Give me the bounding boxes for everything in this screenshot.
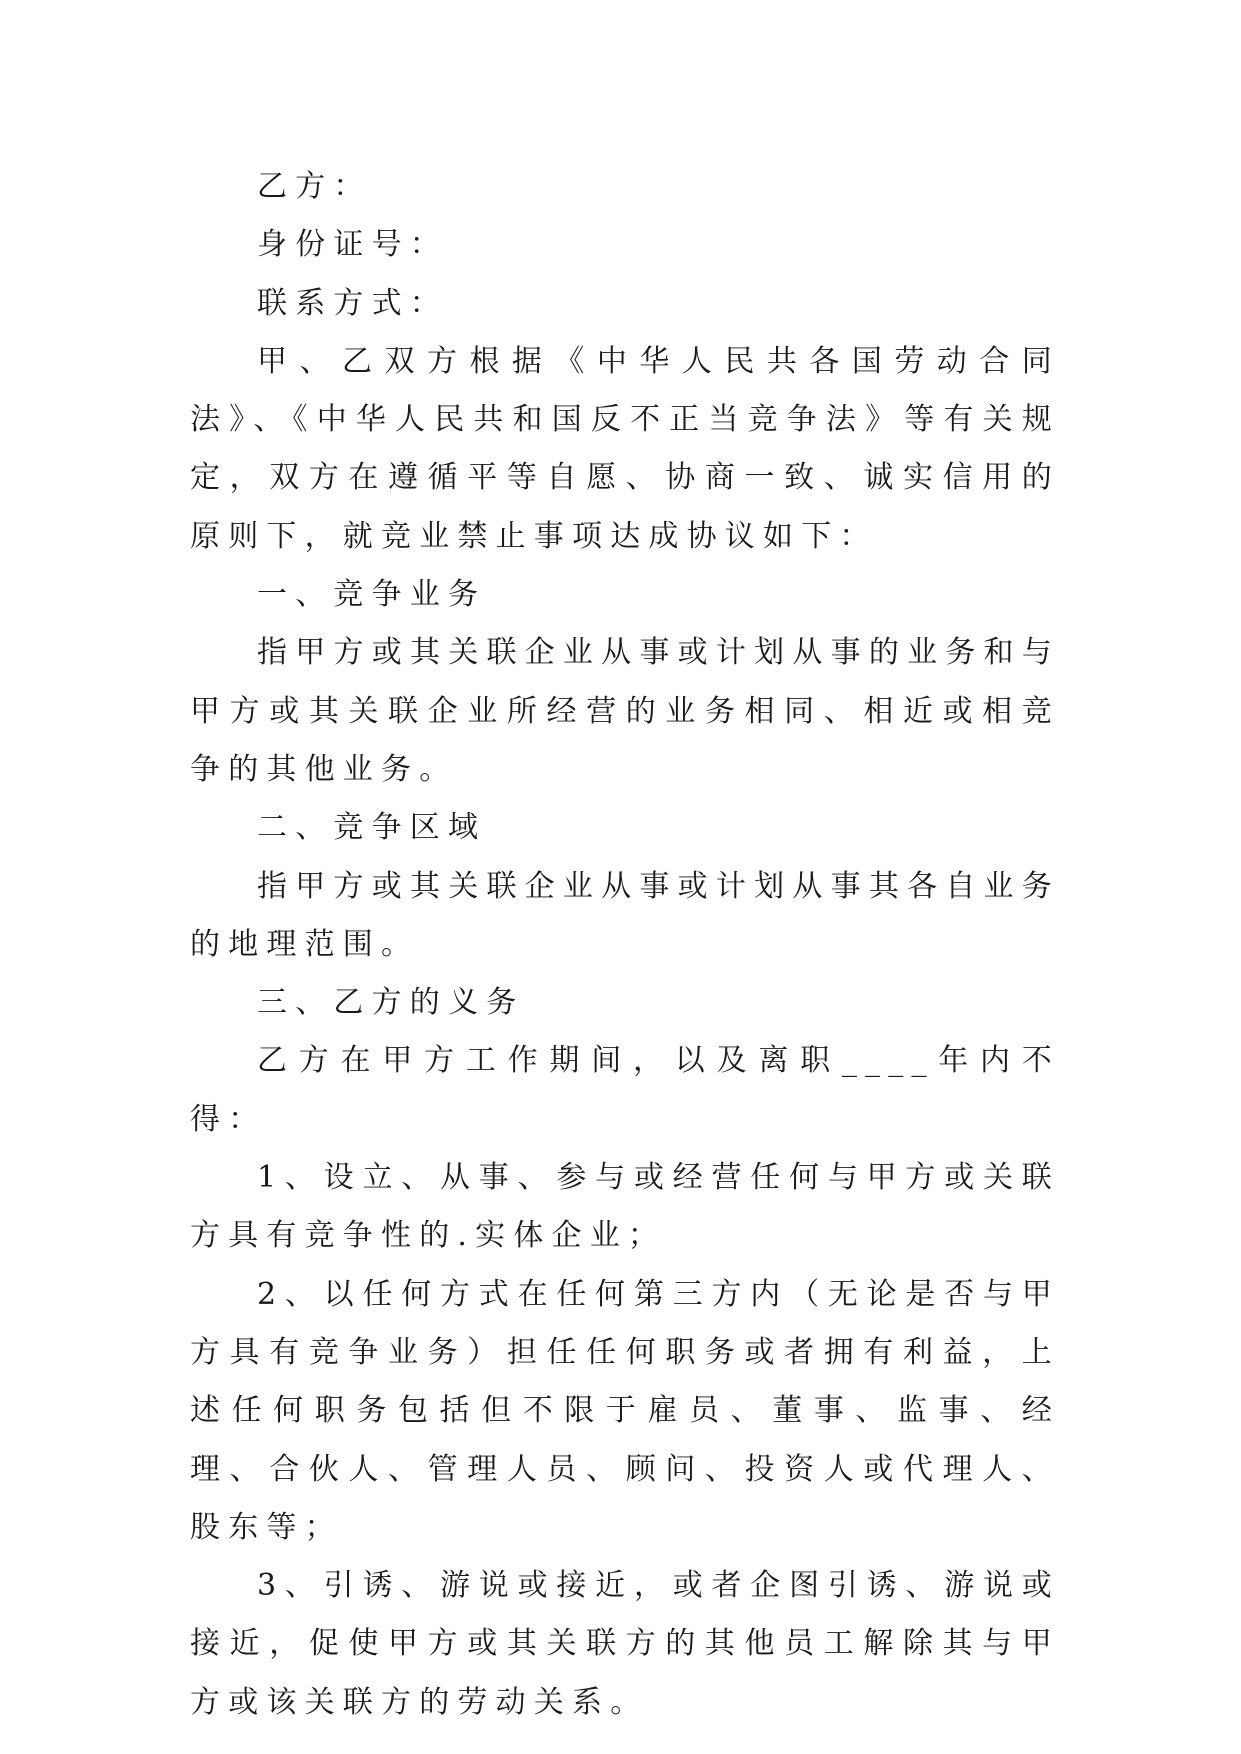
obligation-item-3: 3、引诱、游说或接近，或者企图引诱、游说或接近，促使甲方或其关联方的其他员工解除其与甲方或该关联方的劳动关系。 [190,1568,1060,1720]
contact-label: 联系方式： [257,285,448,321]
document-body [190,158,1060,1732]
obligation-item-1: 1、设立、从事、参与或经营任何与甲方或关联方具有竞争性的.实体企业； [190,1160,1060,1254]
party-b-label: 乙方： [257,169,372,204]
agreement-preamble: 甲、乙双方根据《中华人民共各国劳动合同法》、《中华人民共和国反不正当竞争法》等有关规定，双方在遵循平等自愿、协商一致、诚实信用的原则下，就竞业禁止事项达成协议如下： [190,343,1060,554]
section-3-intro: 乙方在甲方工作期间，以及离职____年内不得： [190,1043,1060,1137]
section-2-heading: 二、竞争区域 [257,810,487,846]
section-2-body: 指甲方或其关联企业从事或计划从事其各自业务的地理范围。 [190,868,1060,962]
obligation-item-2: 2、以任何方式在任何第三方内（无论是否与甲方具有竞争业务）担任任何职务或者拥有利益，上述任何职务包括但不限于雇员、董事、监事、经理、合伙人、管理人员、顾问、投资人或代理人、股东等； [190,1276,1060,1545]
section-1-heading: 一、竞争业务 [257,577,487,613]
section-3-heading: 三、乙方的义务 [257,985,525,1021]
id-number-label: 身份证号： [257,227,448,263]
section-1-body: 指甲方或其关联企业从事或计划从事的业务和与甲方或其关联企业所经营的业务相同、相近或相竞争的其他业务。 [190,635,1060,787]
